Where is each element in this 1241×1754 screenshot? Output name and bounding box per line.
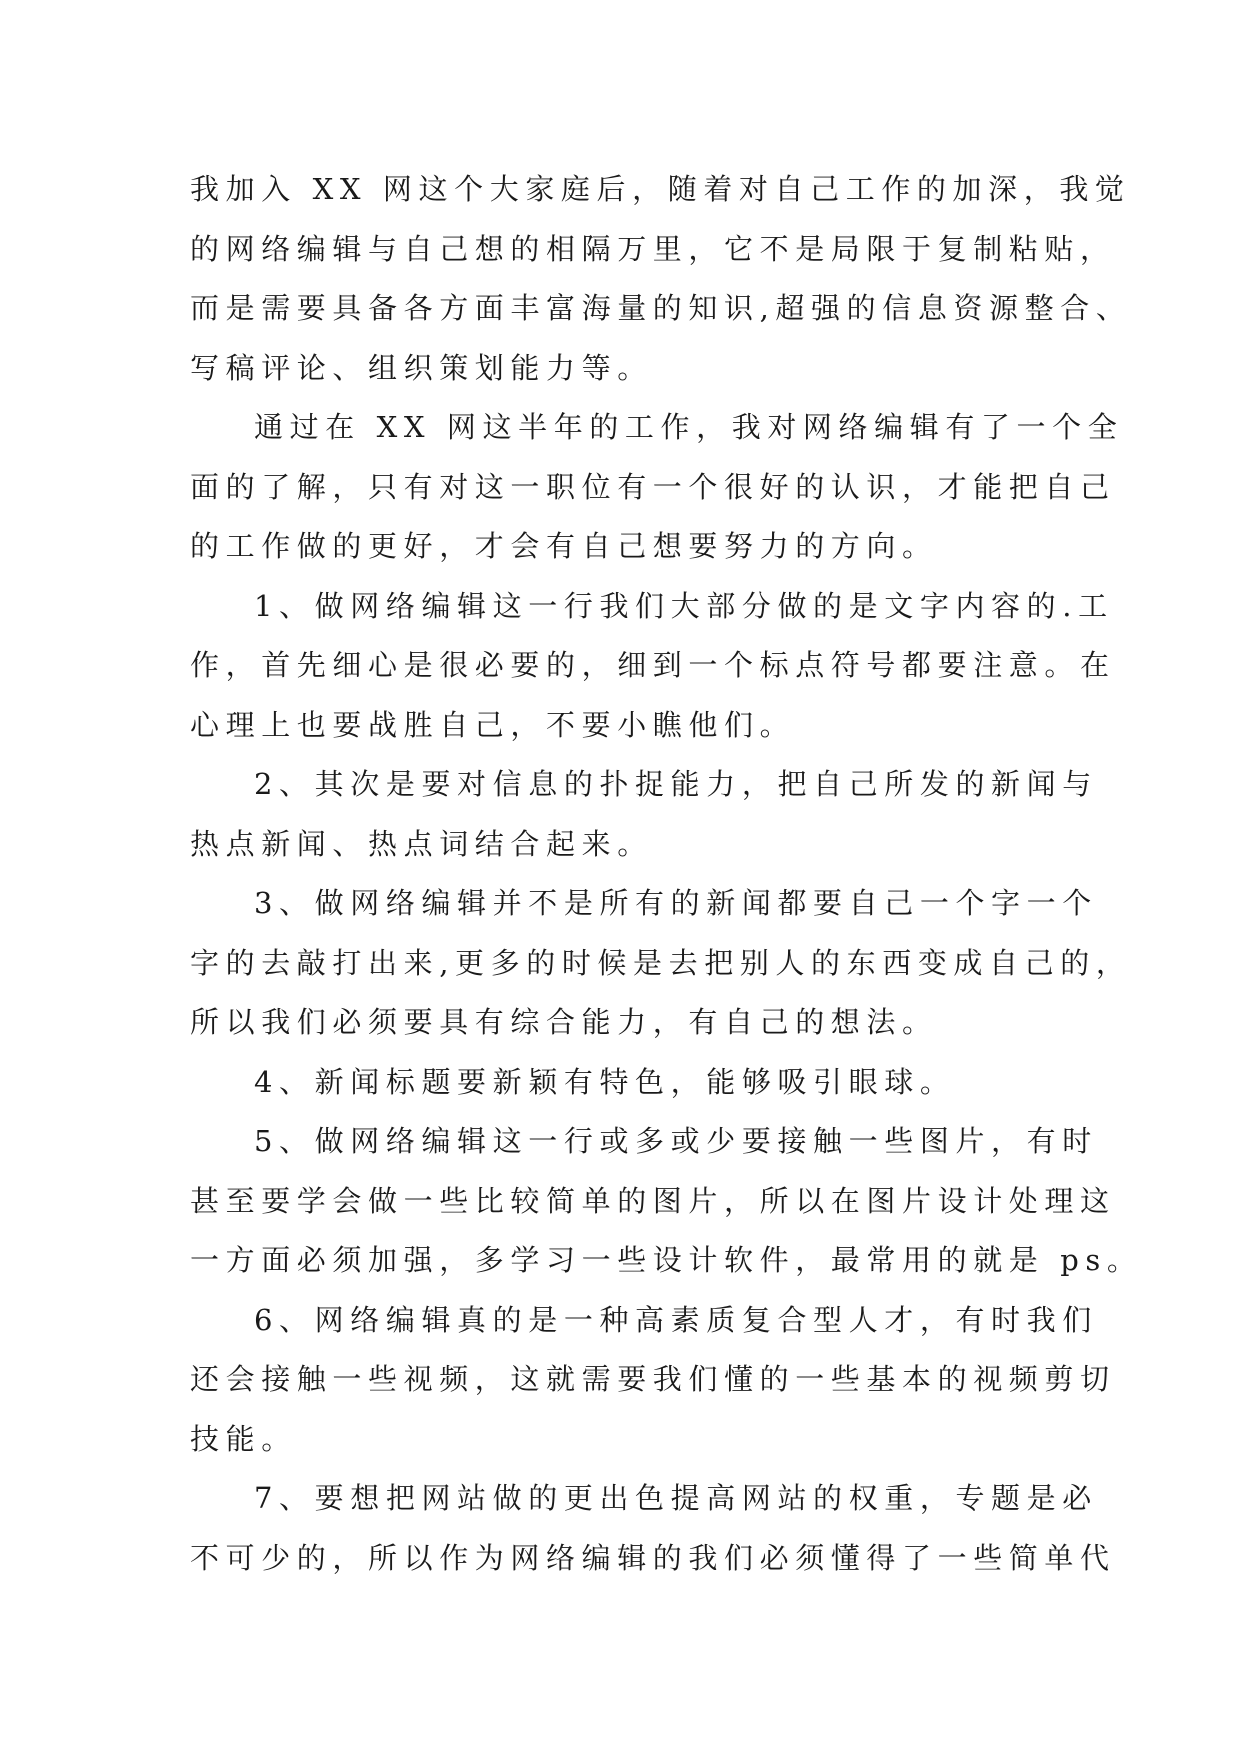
text-line-23: 7、要想把网站做的更出色提高网站的权重，专题是必	[254, 1481, 1098, 1515]
text-line-8: 1、做网络编辑这一行我们大部分做的是文字内容的.工	[254, 588, 1114, 623]
text-line-3: 而是需要具备各方面丰富海量的知识,超强的信息资源整合、	[190, 291, 1132, 325]
text-line-13: 3、做网络编辑并不是所有的新闻都要自己一个字一个	[254, 886, 1098, 920]
text-line-22: 技能。	[190, 1421, 297, 1456]
text-line-14: 字的去敲打出来,更多的时候是去把别人的东西变成自己的，	[190, 945, 1132, 980]
text-line-6: 面的了解，只有对这一职位有一个很好的认识，才能把自己	[190, 469, 1116, 504]
text-line-24: 不可少的，所以作为网络编辑的我们必须懂得了一些简单代	[190, 1540, 1116, 1575]
text-line-18: 甚至要学会做一些比较简单的图片，所以在图片设计处理这	[190, 1183, 1116, 1218]
text-line-20: 6、网络编辑真的是一种高素质复合型人才，有时我们	[254, 1302, 1098, 1337]
text-line-21: 还会接触一些视频，这就需要我们懂的一些基本的视频剪切	[190, 1362, 1116, 1396]
text-line-10: 心理上也要战胜自己，不要小瞧他们。	[190, 707, 796, 742]
text-line-19: 一方面必须加强，多学习一些设计软件，最常用的就是 ps。	[190, 1243, 1143, 1277]
text-line-2: 的网络编辑与自己想的相隔万里，它不是局限于复制粘贴，	[190, 231, 1116, 266]
text-line-5: 通过在 XX 网这半年的工作，我对网络编辑有了一个全	[254, 410, 1124, 444]
text-line-7: 的工作做的更好，才会有自己想要努力的方向。	[190, 529, 938, 563]
text-line-15: 所以我们必须要具有综合能力，有自己的想法。	[190, 1005, 938, 1039]
text-line-1: 我加入 XX 网这个大家庭后，随着对自己工作的加深，我觉	[190, 172, 1131, 206]
document-body	[190, 160, 1143, 1588]
text-line-9: 作，首先细心是很必要的，细到一个标点符号都要注意。在	[190, 648, 1116, 682]
text-line-16: 4、新闻标题要新颖有特色，能够吸引眼球。	[254, 1064, 956, 1099]
text-line-4: 写稿评论、组织策划能力等。	[190, 350, 653, 385]
text-line-11: 2、其次是要对信息的扑捉能力，把自己所发的新闻与	[254, 767, 1098, 801]
text-line-17: 5、做网络编辑这一行或多或少要接触一些图片，有时	[254, 1124, 1098, 1158]
text-line-12: 热点新闻、热点词结合起来。	[190, 826, 653, 861]
